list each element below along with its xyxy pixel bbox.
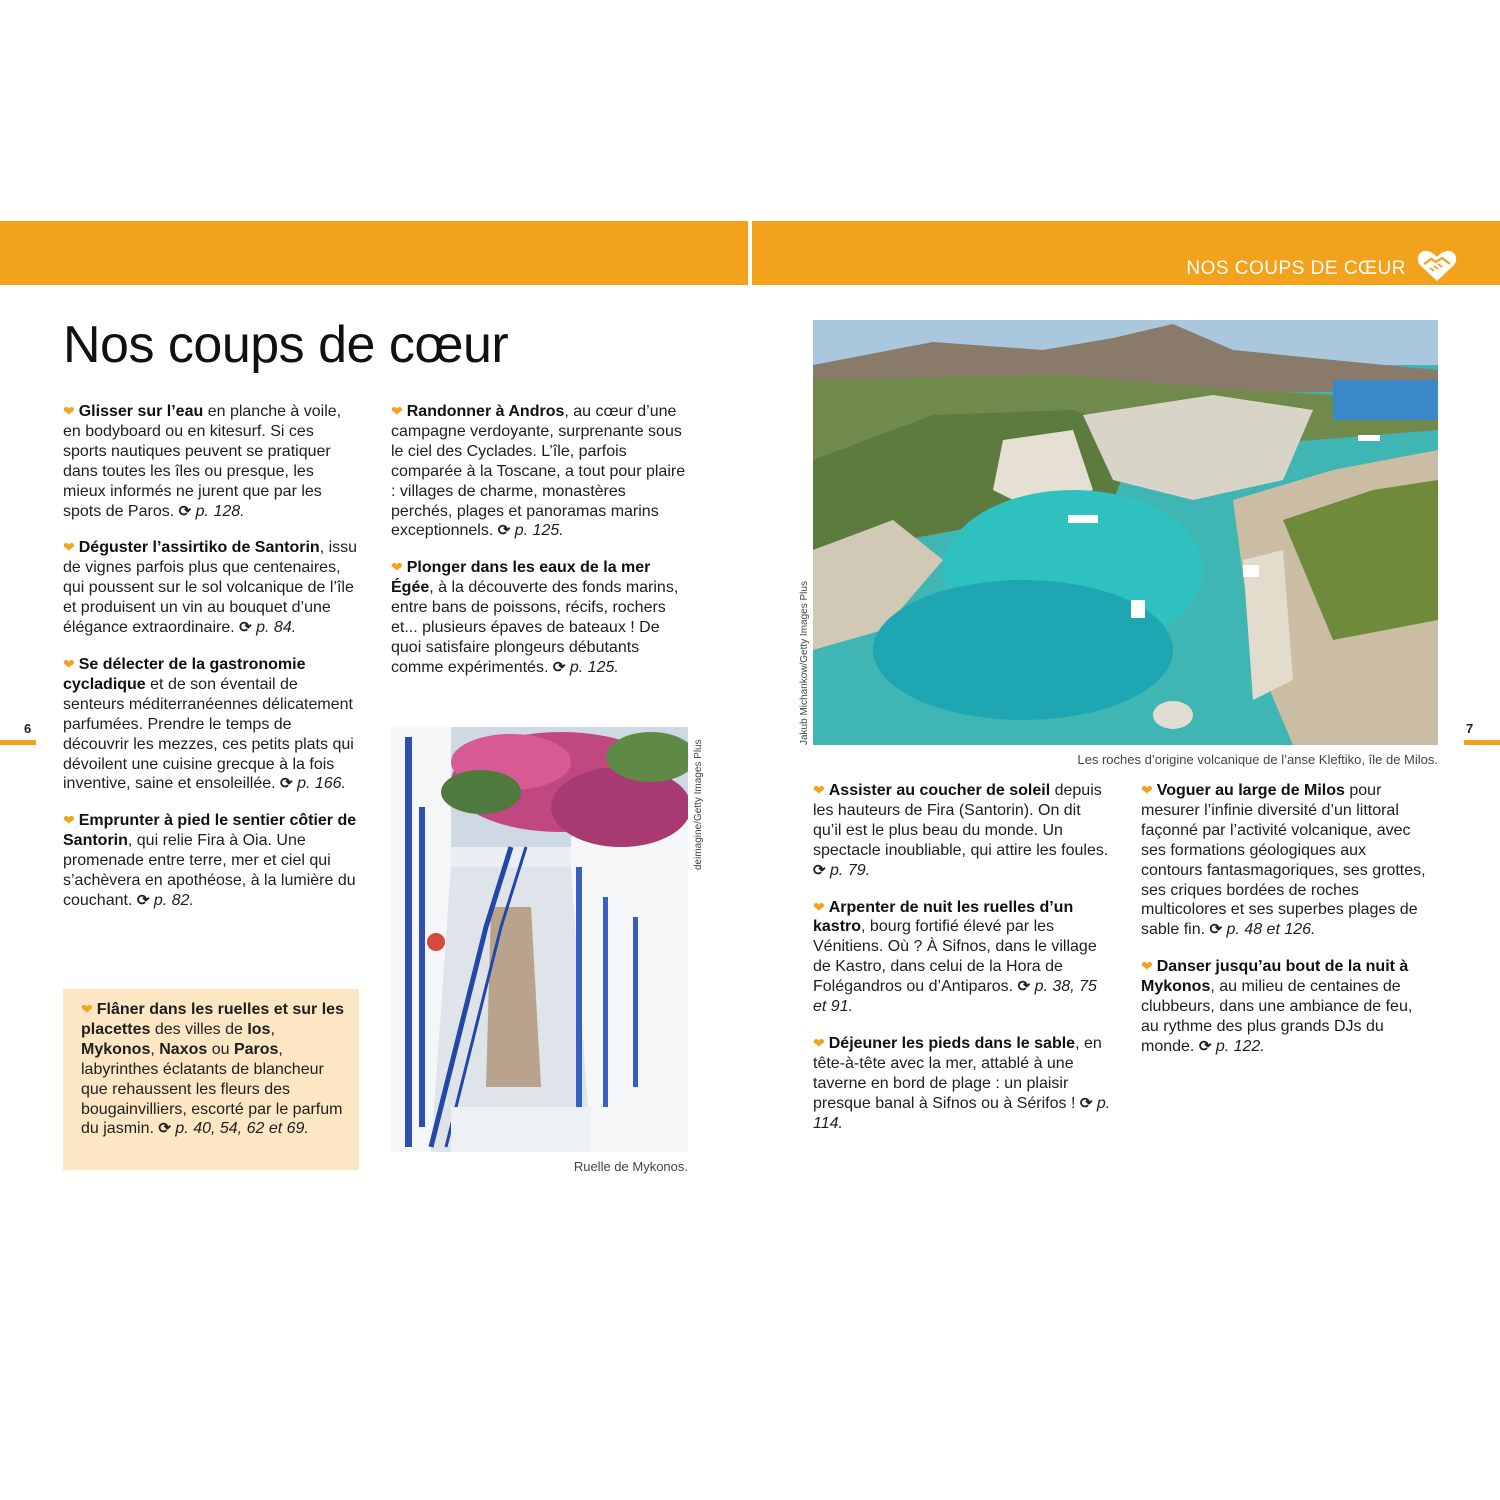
handshake-heart-icon	[1416, 247, 1458, 283]
heart-icon: ❤	[391, 559, 403, 576]
caption-mykonos: Ruelle de Mykonos.	[573, 1159, 688, 1174]
list-item: ❤ Voguer au large de Milos pour mesurer l’infinie diversité d’un littoral façonné par l’activité volcanique, avec ses formations géologiques aux contours fantasmagoriques, ses grottes, ses criques bordées de roches multicolores et ses superbes plages de sable fin. ⟳ p. 48 et 126.	[1141, 782, 1426, 939]
highlight-box	[63, 989, 359, 1170]
list-item: ❤ Glisser sur l’eau en planche à voile, en bodyboard ou en kitesurf. Si ces sports nautiques peuvent se pratiquer dans toutes les îles ou presque, les mieux informés ne jurent que par les spots de Paros. ⟳ p. 128.	[63, 403, 342, 520]
heart-icon: ❤	[1141, 958, 1153, 975]
highlight-text: ❤ Flâner dans les ruelles et sur les placettes des villes de Ios, Mykonos, Naxos ou Paros, labyrinthes éclatants de blancheur que rehaussent les fleurs des bougainvilliers, escorté par le parfum du jasmin. ⟳ p. 40, 54, 62 et 69.	[81, 1001, 344, 1138]
column-left-2	[391, 402, 691, 695]
arrow-circle-icon: ⟳	[136, 891, 150, 909]
column-left-1	[63, 402, 358, 928]
list-item: ❤ Danser jusqu’au bout de la nuit à Mykonos, au milieu de centaines de clubbeurs, dans une ambiance de feu, au rythme des plus grands DJs du monde. ⟳ p. 122.	[1141, 958, 1413, 1055]
page-number-left: 6	[24, 721, 32, 736]
credit-milos: Jakub Michankow/Getty Images Plus	[799, 581, 810, 745]
photo-milos-kleftiko	[813, 320, 1438, 745]
heart-icon: ❤	[813, 898, 825, 915]
list-item: ❤ Déjeuner les pieds dans le sable, en tête-à-tête avec la mer, attablé à une taverne en bord de plage : un plaisir presque banal à Sifnos ou à Sérifos ! ⟳ p. 114.	[813, 1034, 1111, 1132]
heart-icon: ❤	[813, 1034, 825, 1051]
arrow-circle-icon: ⟳	[1017, 978, 1031, 996]
list-item: ❤ Assister au coucher de soleil depuis les hauteurs de Fira (Santorin). On dit qu’il est le plus beau du monde. Un spectacle inoubliable, qui attire les foules. ⟳ p. 79.	[813, 782, 1109, 879]
arrow-circle-icon: ⟳	[1209, 921, 1223, 939]
photo-mykonos-alley	[391, 727, 688, 1152]
folio-marker-right	[1464, 740, 1500, 745]
arrow-circle-icon: ⟳	[280, 775, 293, 793]
page-title: Nos coups de cœur	[63, 316, 509, 374]
heart-icon: ❤	[63, 655, 75, 672]
heart-icon: ❤	[81, 1001, 93, 1017]
arrow-circle-icon: ⟳	[158, 1120, 171, 1138]
arrow-circle-icon: ⟳	[178, 502, 192, 520]
arrow-circle-icon: ⟳	[239, 619, 252, 637]
list-item: ❤ Se délecter de la gastronomie cycladique et de son éventail de senteurs méditerranéennes délicatement parfumées. Prendre le temps de découvrir les mezzes, ces petits plats qui dévoilent une cuisine grecque à la fois inventive, saine et ensoleillée. ⟳ p. 166.	[63, 655, 354, 793]
arrow-circle-icon: ⟳	[497, 522, 511, 540]
arrow-circle-icon: ⟳	[1079, 1094, 1093, 1112]
heart-icon: ❤	[63, 812, 75, 829]
arrow-circle-icon: ⟳	[1198, 1037, 1212, 1055]
heart-icon: ❤	[1141, 782, 1153, 798]
page-number-right: 7	[1466, 721, 1474, 736]
credit-mykonos: deimagine/Getty Images Plus	[693, 739, 704, 870]
heart-icon: ❤	[391, 403, 403, 419]
column-right-2	[1141, 781, 1431, 1074]
heart-icon: ❤	[63, 403, 75, 419]
list-item: ❤ Déguster l’assirtiko de Santorin, issu de vignes parfois plus que centenaires, qui poussent sur le sol volcanique de l’île et produisent un vin au bouquet d’une élégance extraordinaire. ⟳ p. 84.	[63, 539, 358, 637]
arrow-circle-icon: ⟳	[813, 861, 826, 879]
list-item: ❤ Arpenter de nuit les ruelles d’un kastro, bourg fortifié élevé par les Vénitiens. Où ? À Sifnos, dans le village de Kastro, dans celui de la Hora de Folégandros ou d’Antiparos. ⟳ p. 38, 75 et 91.	[813, 898, 1097, 1016]
section-title: NOS COUPS DE CŒUR	[1186, 258, 1406, 279]
column-right-1	[813, 781, 1113, 1151]
heart-icon: ❤	[63, 539, 75, 556]
caption-milos: Les roches d’origine volcanique de l’anse Kleftiko, île de Milos.	[1077, 752, 1438, 767]
arrow-circle-icon: ⟳	[552, 658, 566, 676]
heart-icon: ❤	[813, 782, 825, 798]
folio-marker-left	[0, 740, 36, 745]
list-item: ❤ Plonger dans les eaux de la mer Égée, à la découverte des fonds marins, entre bans de poissons, récifs, rochers et... plusieurs épaves de bateaux ! De quoi satisfaire plongeurs débutants comme expérimentés. ⟳ p. 125.	[391, 559, 679, 676]
list-item: ❤ Emprunter à pied le sentier côtier de Santorin, qui relie Fira à Oia. Une promenade entre terre, mer et ciel qui s’achèvera en apothéose, à la lumière du couchant. ⟳ p. 82.	[63, 812, 357, 909]
header-band-left	[0, 221, 748, 285]
list-item: ❤ Randonner à Andros, au cœur d’une campagne verdoyante, surprenante sous le ciel des Cyclades. L’île, parfois comparée à la Toscane, a tout pour plaire : villages de charme, monastères perchés, plages et panoramas marins exceptionnels. ⟳ p. 125.	[391, 403, 686, 540]
